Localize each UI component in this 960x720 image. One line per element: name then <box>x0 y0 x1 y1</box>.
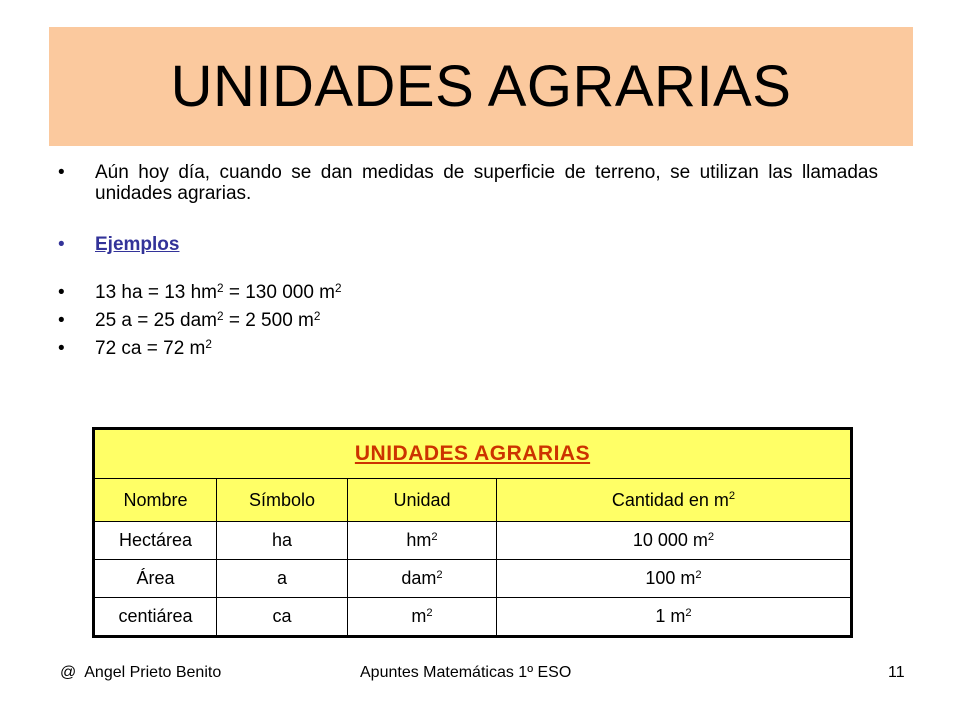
table-row <box>94 598 852 637</box>
bullet-dot: • <box>58 310 65 331</box>
example-item: • 13 ha = 13 $hm^2 = 130$ 000 $m^2$ <box>58 281 342 303</box>
bullet-list <box>58 162 878 361</box>
cell-amount: 100 $m^2$ <box>497 560 852 598</box>
cell-amount: 10 000 $m^2$ <box>497 522 852 560</box>
example-item: • 25 a = 25 dam$^2$ = 2 500 $m^2$ <box>58 309 321 331</box>
intro-bullet <box>58 162 878 204</box>
bullet-dot: • <box>58 162 65 183</box>
bullet-dot: • <box>58 234 65 255</box>
cell-amount: 1 $m^2$ <box>497 598 852 637</box>
header-symbol: Símbolo <box>217 479 348 522</box>
cell-name: Hectárea <box>94 522 217 560</box>
header-name: Nombre <box>94 479 217 522</box>
agrarian-units-table <box>92 427 853 638</box>
examples-link[interactable]: Ejemplos <box>95 234 180 255</box>
header-amount: Cantidad en $m^2$ <box>497 479 852 522</box>
footer-author: @ Angel Prieto Benito <box>60 664 222 681</box>
table-row <box>94 560 852 598</box>
example-item: • 72 ca = 72 $m^2$ <box>58 337 212 359</box>
cell-unit: dam$^2$ <box>348 560 497 598</box>
header-unit: Unidad <box>348 479 497 522</box>
intro-text: Aún hoy día, cuando se dan medidas de superficie de terreno, se utilizan las llamadas unidades agrarias. <box>95 162 878 204</box>
title-banner <box>49 27 913 146</box>
page-number: 11 <box>888 664 905 681</box>
bullet-dot: • <box>58 338 65 359</box>
footer-course: Apuntes Matemáticas 1º ESO <box>360 664 572 681</box>
cell-name: Área <box>94 560 217 598</box>
cell-symbol: ca <box>217 598 348 637</box>
examples-bullet <box>58 234 878 255</box>
cell-symbol: ha <box>217 522 348 560</box>
cell-symbol: a <box>217 560 348 598</box>
cell-unit: $hm^2$ <box>348 522 497 560</box>
table-header-row <box>94 479 852 522</box>
cell-unit: $m^2$ <box>348 598 497 637</box>
cell-name: centiárea <box>94 598 217 637</box>
slide-title: UNIDADES AGRARIAS <box>170 54 792 119</box>
bullet-dot: • <box>58 282 65 303</box>
table-row <box>94 522 852 560</box>
table-caption: UNIDADES AGRARIAS <box>94 429 852 479</box>
